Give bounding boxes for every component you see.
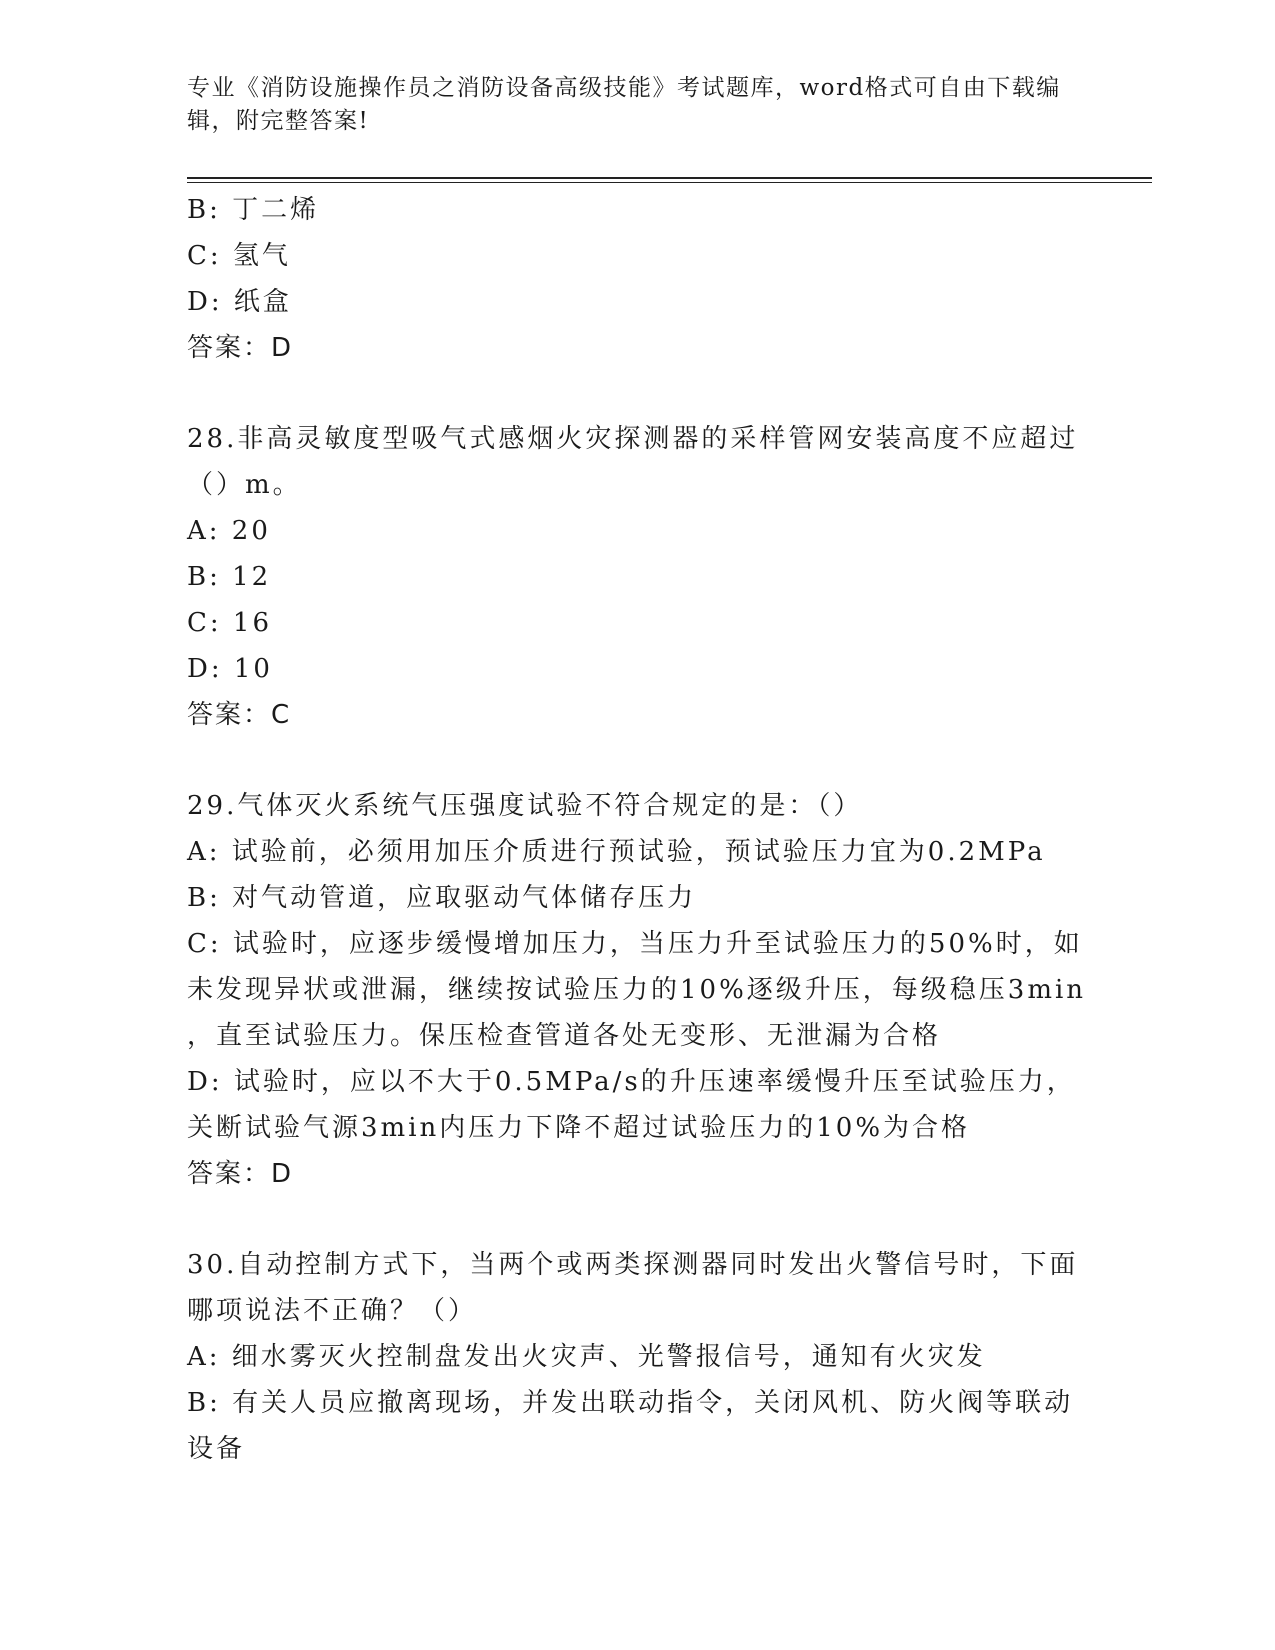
question-spacer bbox=[187, 1197, 1067, 1242]
option-d-continued: 关断试验气源3min内压力下降不超过试验压力的10%为合格 bbox=[187, 1113, 971, 1143]
option-d: D: 纸盒 bbox=[187, 287, 292, 317]
question-spacer bbox=[187, 371, 1067, 416]
option-d: D: 10 bbox=[187, 654, 273, 684]
option-a: A: 20 bbox=[187, 516, 271, 546]
option-a: A: 细水雾灭火控制盘发出火灾声、光警报信号，通知有火灾发 bbox=[187, 1342, 986, 1372]
answer-line: 答案：C bbox=[187, 700, 292, 730]
answer-line: 答案：D bbox=[187, 333, 294, 363]
option-c-continued: 未发现异状或泄漏，继续按试验压力的10%逐级升压，每级稳压3min bbox=[187, 975, 1087, 1005]
answer-line: 答案：D bbox=[187, 1159, 294, 1189]
option-c-continued: ，直至试验压力。保压检查管道各处无变形、无泄漏为合格 bbox=[187, 1021, 942, 1051]
question-stem: 30.自动控制方式下，当两个或两类探测器同时发出火警信号时，下面 bbox=[187, 1250, 1079, 1280]
question-stem-continued: 哪项说法不正确？（） bbox=[187, 1296, 478, 1326]
question-28 bbox=[187, 416, 1079, 738]
option-c: C: 16 bbox=[187, 608, 273, 638]
option-b: B: 对气动管道，应取驱动气体储存压力 bbox=[187, 883, 697, 913]
option-b-continued: 设备 bbox=[187, 1434, 246, 1464]
option-d: D: 试验时，应以不大于0.5MPa/s的升压速率缓慢升压至试验压力， bbox=[187, 1067, 1076, 1097]
question-stem: 29.气体灭火系统气压强度试验不符合规定的是：（） bbox=[187, 791, 863, 821]
question-27 bbox=[187, 187, 1067, 371]
document-header bbox=[187, 72, 1067, 138]
question-spacer bbox=[187, 738, 1067, 783]
question-stem-continued: （）m。 bbox=[187, 470, 302, 500]
question-29 bbox=[187, 783, 1087, 1197]
option-b: B: 12 bbox=[187, 562, 272, 592]
header-divider-thin bbox=[187, 182, 1152, 183]
option-a: A: 试验前，必须用加压介质进行预试验，预试验压力宜为0.2MPa bbox=[187, 837, 1046, 867]
header-divider-thick bbox=[187, 177, 1152, 179]
option-b: B: 丁二烯 bbox=[187, 195, 320, 225]
option-c: C: 试验时，应逐步缓慢增加压力，当压力升至试验压力的50%时，如 bbox=[187, 929, 1083, 959]
question-stem: 28.非高灵敏度型吸气式感烟火灾探测器的采样管网安装高度不应超过 bbox=[187, 424, 1079, 454]
option-c: C: 氢气 bbox=[187, 241, 291, 271]
question-30 bbox=[187, 1242, 1079, 1472]
question-content bbox=[187, 187, 1087, 1472]
option-b: B: 有关人员应撤离现场，并发出联动指令，关闭风机、防火阀等联动 bbox=[187, 1388, 1074, 1418]
header-line-1: 专业《消防设施操作员之消防设备高级技能》考试题库，word格式可自由下载编 bbox=[187, 75, 1061, 101]
header-line-2: 辑，附完整答案! bbox=[187, 108, 370, 134]
